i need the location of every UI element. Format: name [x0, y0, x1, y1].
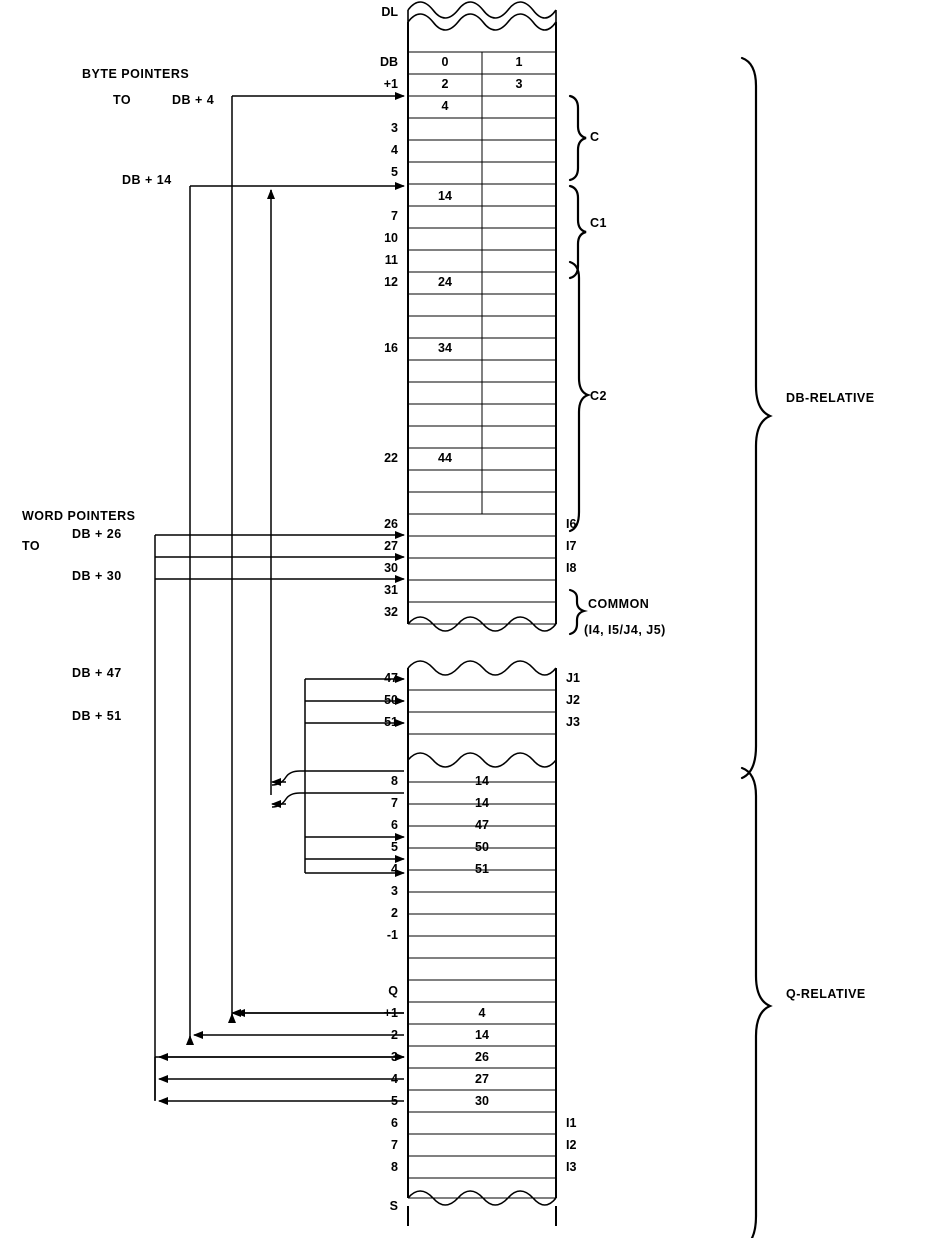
cell-value: 14 [475, 1028, 489, 1042]
row-address: 6 [391, 1116, 398, 1130]
row-address: 32 [384, 605, 398, 619]
region-label-q-relative: Q-RELATIVE [786, 987, 866, 1001]
row-address: 11 [384, 253, 398, 267]
pointer-target-db-26[interactable]: DB + 26 [72, 527, 122, 541]
pointer-target-db-14[interactable]: DB + 14 [122, 173, 172, 187]
row-address: 2 [391, 906, 398, 920]
cell-value: 24 [438, 275, 452, 289]
row-address: 8 [391, 1160, 398, 1174]
row-address: +1 [383, 77, 398, 91]
row-address: 22 [384, 451, 398, 465]
row-address: 31 [384, 583, 398, 597]
row-address: 6 [391, 818, 398, 832]
row-address: 30 [384, 561, 398, 575]
row-address: +1 [383, 1006, 398, 1020]
cell-value: 2 [441, 77, 449, 91]
region-label-c1: C1 [590, 216, 607, 230]
marker-s: S [389, 1199, 398, 1213]
row-address: 5 [391, 165, 398, 179]
row-address: 3 [391, 121, 398, 135]
row-address: -1 [386, 928, 398, 942]
cell-value: 4 [478, 1006, 486, 1020]
row-address: 51 [384, 715, 398, 729]
row-address: 26 [384, 517, 398, 531]
row-tag: J3 [566, 715, 580, 729]
cell-value: 3 [515, 77, 523, 91]
row-tag: I7 [566, 539, 577, 553]
row-address: 4 [391, 1072, 398, 1086]
row-address: 12 [384, 275, 398, 289]
word-pointers-to-label: TO [22, 539, 41, 553]
column-header-0: 0 [441, 55, 449, 69]
pointer-target-db-47[interactable]: DB + 47 [72, 666, 122, 680]
cell-value: 14 [475, 774, 489, 788]
cell-value: 4 [441, 99, 449, 113]
row-address: 7 [391, 1138, 398, 1152]
column-header-1: 1 [515, 55, 523, 69]
byte-pointers-label: BYTE POINTERS [82, 67, 190, 81]
word-pointers-label: WORD POINTERS [22, 509, 136, 523]
row-address: 27 [384, 539, 398, 553]
cell-value: 27 [475, 1072, 489, 1086]
region-label-common: COMMON [588, 597, 650, 611]
row-address: Q [388, 984, 398, 998]
row-address: 7 [391, 796, 398, 810]
cell-value: 14 [438, 189, 452, 203]
row-tag: I2 [566, 1138, 577, 1152]
row-address: 47 [384, 671, 398, 685]
region-label-c2: C2 [590, 389, 607, 403]
row-address: 3 [391, 1050, 398, 1064]
region-label-db-relative: DB-RELATIVE [786, 391, 875, 405]
cell-value: 51 [475, 862, 489, 876]
row-tag: I8 [566, 561, 577, 575]
cell-value: 50 [475, 840, 489, 854]
row-address: 4 [391, 143, 398, 157]
row-tag: I1 [566, 1116, 577, 1130]
row-address: 5 [391, 1094, 398, 1108]
marker-dl: DL [381, 5, 398, 19]
cell-value: 30 [475, 1094, 489, 1108]
row-address: 7 [391, 209, 398, 223]
row-address: 16 [384, 341, 398, 355]
row-address: 5 [391, 840, 398, 854]
region-label-common-sub: (I4, I5/J4, J5) [584, 623, 666, 637]
row-address: 8 [391, 774, 398, 788]
cell-value: 26 [475, 1050, 489, 1064]
row-address: DB [379, 55, 398, 69]
row-address: 3 [391, 884, 398, 898]
pointer-target-db-51[interactable]: DB + 51 [72, 709, 122, 723]
row-address: 10 [384, 231, 398, 245]
row-tag: J2 [566, 693, 580, 707]
cell-value: 47 [475, 818, 489, 832]
region-label-c: C [590, 130, 600, 144]
pointer-target-db-30[interactable]: DB + 30 [72, 569, 122, 583]
row-tag: I6 [566, 517, 577, 531]
cell-value: 34 [438, 341, 452, 355]
pointer-target-db-4[interactable]: DB + 4 [172, 93, 215, 107]
byte-pointers-to-label: TO [113, 93, 132, 107]
row-address: 50 [384, 693, 398, 707]
row-address: 2 [391, 1028, 398, 1042]
row-tag: I3 [566, 1160, 577, 1174]
row-address: 4 [391, 862, 398, 876]
cell-value: 14 [475, 796, 489, 810]
cell-value: 44 [438, 451, 452, 465]
row-tag: J1 [566, 671, 580, 685]
